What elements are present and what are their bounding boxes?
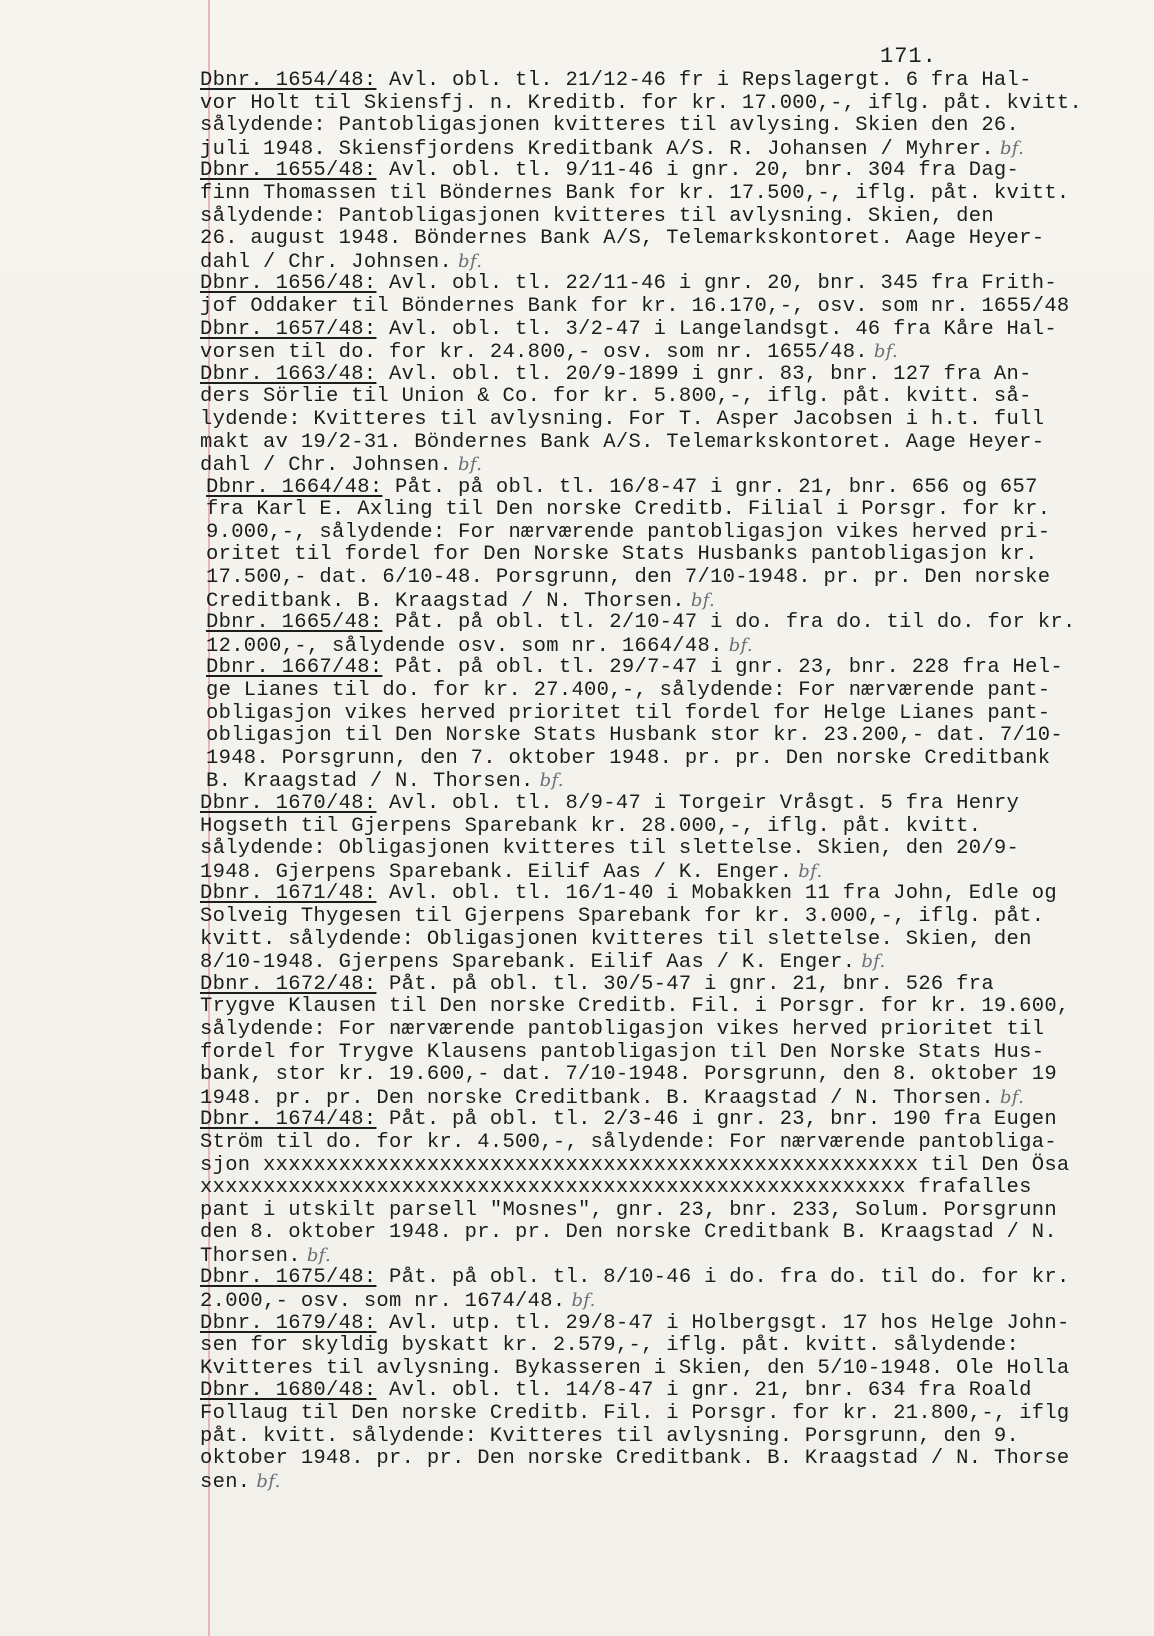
entry-line <box>200 838 1130 861</box>
ledger-entry <box>200 70 1130 160</box>
entry-text: oritet til fordel for Den Norske Stats Husbanks pantobligasjon kr. <box>206 543 1038 567</box>
entry-text: Påt. på obl. tl. 2/3-46 i gnr. 23, bnr. 190 fra Eugen <box>376 1108 1057 1132</box>
entry-number: Dbnr. 1680/48: <box>200 1379 377 1403</box>
entry-text: obligasjon vikes herved prioritet til fordel for Helge Lianes pant- <box>206 701 1051 725</box>
entry-line <box>206 725 1130 748</box>
entry-line <box>206 680 1130 703</box>
entry-number: Dbnr. 1655/48: <box>200 159 377 183</box>
handwritten-initials: bf. <box>999 137 1025 159</box>
entry-text: sen for skyldig byskatt kr. 2.579,-, iflg. påt. kvitt. sålydende: <box>200 1334 1020 1358</box>
entry-text: ge Lianes til do. for kr. 27.400,-, sålydende: For nærværende pant- <box>206 679 1051 703</box>
entry-number: Dbnr. 1674/48: <box>200 1108 377 1132</box>
entry-line <box>200 138 1130 161</box>
entry-line <box>200 409 1130 432</box>
entry-number: Dbnr. 1663/48: <box>200 362 377 386</box>
entry-line <box>200 1426 1130 1449</box>
entry-number: Dbnr. 1664/48: <box>206 475 383 499</box>
entry-line <box>200 1042 1130 1065</box>
entry-line <box>200 251 1130 274</box>
entry-line <box>200 1109 1130 1132</box>
entries-list <box>200 70 1130 1493</box>
entry-number: Dbnr. 1671/48: <box>200 882 377 906</box>
entry-line <box>200 793 1130 816</box>
ledger-entry <box>200 1380 1130 1493</box>
entry-number: Dbnr. 1654/48: <box>200 69 377 92</box>
entry-line <box>200 1177 1130 1200</box>
entry-text: 26. august 1948. Böndernes Bank A/S, Telemarkskontoret. Aage Heyer- <box>200 227 1045 251</box>
entry-text: xxxxxxxxxxxxxxxxxxxxxxxxxxxxxxxxxxxxxxxxxxxxxxxxxxxxxxxx frafalles <box>200 1176 1032 1200</box>
entry-line <box>200 93 1130 116</box>
entry-text: Påt. på obl. tl. 30/5-47 i gnr. 21, bnr. 526 fra <box>376 972 994 996</box>
entry-line <box>206 567 1130 590</box>
ledger-entry <box>200 1267 1130 1312</box>
entry-text: Avl. obl. tl. 3/2-47 i Langelandsgt. 46 fra Kåre Hal- <box>376 317 1057 341</box>
entry-line <box>200 1087 1130 1110</box>
entry-number: Dbnr. 1656/48: <box>200 272 377 296</box>
entry-line <box>200 1132 1130 1155</box>
ledger-entry <box>206 657 1130 793</box>
entry-text: 8/10-1948. Gjerpens Sparebank. Eilif Aas / K. Enger. <box>200 951 856 975</box>
entry-line <box>200 296 1130 319</box>
entry-text: sen. <box>200 1470 251 1494</box>
entry-text: vor Holt til Skiensfj. n. Kreditb. for kr. 17.000,-, iflg. påt. kvitt. <box>200 91 1083 115</box>
entry-line <box>206 635 1130 658</box>
entry-text: Trygve Klausen til Den norske Creditb. Fil. i Porsgr. for kr. 19.600, <box>200 995 1070 1019</box>
ledger-entry <box>200 793 1130 883</box>
entry-line <box>206 499 1130 522</box>
entry-text: 17.500,- dat. 6/10-48. Porsgrunn, den 7/10-1948. pr. pr. Den norske <box>206 566 1051 590</box>
entry-text: 9.000,-, sålydende: For nærværende pantobligasjon vikes herved pri- <box>206 520 1051 544</box>
entry-line <box>200 206 1130 229</box>
entry-text: 1948. Gjerpens Sparebank. Eilif Aas / K. Enger. <box>200 860 793 884</box>
entry-line <box>200 1335 1130 1358</box>
entry-text: 1948. Porsgrunn, den 7. oktober 1948. pr. pr. Den norske Creditbank <box>206 746 1051 770</box>
entry-line <box>200 432 1130 455</box>
entry-text: bank, stor kr. 19.600,- dat. 7/10-1948. Porsgrunn, den 8. oktober 19 <box>200 1063 1057 1087</box>
entry-line <box>200 160 1130 183</box>
entry-text: Solveig Thygesen til Gjerpens Sparebank for kr. 3.000,-, iflg. påt. <box>200 904 1045 928</box>
entry-text: Avl. obl. tl. 21/12-46 fr i Repslagergt. 6 fra Hal- <box>376 69 1032 92</box>
entry-line <box>200 1313 1130 1336</box>
entry-text: 2.000,- osv. som nr. 1674/48. <box>200 1290 566 1314</box>
entry-line <box>200 1290 1130 1313</box>
entry-line <box>200 1267 1130 1290</box>
entry-text: Avl. obl. tl. 8/9-47 i Torgeir Vråsgt. 5 fra Henry <box>376 792 1020 815</box>
entry-text: Ström til do. for kr. 4.500,-, sålydende: For nærværende pantobliga- <box>200 1130 1057 1154</box>
entry-text: juli 1948. Skiensfjordens Kreditbank A/S. R. Johansen / Myhrer. <box>200 137 994 161</box>
entry-number: Dbnr. 1672/48: <box>200 972 377 996</box>
entry-line <box>200 228 1130 251</box>
entry-text: Avl. obl. tl. 16/1-40 i Mobakken 11 fra John, Edle og <box>376 882 1057 906</box>
entry-text: jof Oddaker til Böndernes Bank for kr. 16.170,-, osv. som nr. 1655/48 <box>200 294 1070 318</box>
ledger-entry <box>206 477 1130 613</box>
entry-line <box>200 1380 1130 1403</box>
entry-line <box>206 544 1130 567</box>
entry-text: finn Thomassen til Böndernes Bank for kr. 17.500,-, iflg. påt. kvitt. <box>200 181 1070 205</box>
entry-line <box>200 996 1130 1019</box>
entry-text: Thorsen. <box>200 1244 301 1268</box>
entry-text: Påt. på obl. tl. 8/10-46 i do. fra do. til do. for kr. <box>376 1266 1070 1290</box>
entry-text: makt av 19/2-31. Böndernes Bank A/S. Telemarkskontoret. Aage Heyer- <box>200 430 1045 454</box>
entry-line <box>200 861 1130 884</box>
entry-text: ders Sörlie til Union & Co. for kr. 5.800,-, iflg. påt. kvitt. så- <box>200 385 1032 409</box>
ledger-entry <box>200 1313 1130 1381</box>
entry-text: sålydende: Pantobligasjonen kvitteres til avlysing. Skien den 26. <box>200 114 1020 138</box>
entry-number: Dbnr. 1679/48: <box>200 1311 377 1335</box>
entry-number: Dbnr. 1670/48: <box>200 792 377 815</box>
entry-text: Hogseth til Gjerpens Sparebank kr. 28.000,-, iflg. påt. kvitt. <box>200 814 982 838</box>
entry-text: vorsen til do. for kr. 24.800,- osv. som nr. 1655/48. <box>200 341 868 365</box>
entry-line <box>200 951 1130 974</box>
entry-text: Kvitteres til avlysning. Bykasseren i Skien, den 5/10-1948. Ole Holla <box>200 1356 1070 1380</box>
entry-text: Avl. obl. tl. 20/9-1899 i gnr. 83, bnr. 127 fra An- <box>376 362 1032 386</box>
entry-text: sålydende: Pantobligasjonen kvitteres til avlysning. Skien, den <box>200 204 994 228</box>
entry-line <box>206 748 1130 771</box>
entry-line <box>200 1358 1130 1381</box>
ledger-entry <box>200 160 1130 273</box>
ledger-entry <box>200 273 1130 318</box>
entry-line <box>200 1245 1130 1268</box>
entry-line <box>206 522 1130 545</box>
entry-line <box>200 454 1130 477</box>
entry-text: B. Kraagstad / N. Thorsen. <box>206 770 534 794</box>
handwritten-initials: bf. <box>861 951 886 973</box>
entry-line <box>200 273 1130 296</box>
entry-line <box>200 1019 1130 1042</box>
entry-text: Påt. på obl. tl. 29/7-47 i gnr. 23, bnr. 228 fra Hel- <box>382 656 1063 680</box>
entry-line <box>206 657 1130 680</box>
page-number: 171. <box>880 44 937 69</box>
entry-line <box>200 1471 1130 1494</box>
entry-text: Avl. obl. tl. 9/11-46 i gnr. 20, bnr. 304 fra Dag- <box>376 159 1020 183</box>
entry-line <box>200 974 1130 997</box>
ledger-entry <box>200 319 1130 364</box>
entry-line <box>200 319 1130 342</box>
entry-line <box>206 770 1130 793</box>
entry-line <box>200 364 1130 387</box>
entry-line <box>200 816 1130 839</box>
handwritten-initials: bf. <box>571 1290 596 1312</box>
entry-number: Dbnr. 1657/48: <box>200 317 377 341</box>
entry-line <box>200 1155 1130 1178</box>
entry-number: Dbnr. 1667/48: <box>206 656 383 680</box>
entry-line <box>206 612 1130 635</box>
entry-line <box>206 590 1130 613</box>
entry-text: dahl / Chr. Johnsen. <box>200 250 453 274</box>
entry-text: 1948. pr. pr. Den norske Creditbank. B. Kraagstad / N. Thorsen. <box>200 1086 994 1110</box>
entry-line <box>200 341 1130 364</box>
entry-line <box>200 1403 1130 1426</box>
entry-line <box>200 1200 1130 1223</box>
entry-text: den 8. oktober 1948. pr. pr. Den norske Creditbank B. Kraagstad / N. <box>200 1221 1057 1245</box>
entry-text: sålydende: For nærværende pantobligasjon vikes herved prioritet til <box>200 1017 1045 1041</box>
entry-line <box>200 1448 1130 1471</box>
entry-text: Avl. utp. tl. 29/8-47 i Holbergsgt. 17 hos Helge John- <box>376 1311 1070 1335</box>
entry-text: fra Karl E. Axling til Den norske Creditb. Filial i Porsgr. for kr. <box>206 498 1051 522</box>
entry-text: Avl. obl. tl. 14/8-47 i gnr. 21, bnr. 634 fra Roald <box>376 1379 1032 1403</box>
entry-line <box>200 70 1130 93</box>
entry-text: påt. kvitt. sålydende: Kvitteres til avlysning. Porsgrunn, den 9. <box>200 1424 1020 1448</box>
handwritten-initials: bf. <box>256 1470 281 1492</box>
entry-text: fordel for Trygve Klausens pantobligasjon til Den Norske Stats Hus- <box>200 1040 1045 1064</box>
handwritten-initials: bf. <box>873 341 899 363</box>
entry-text: 12.000,-, sålydende osv. som nr. 1664/48. <box>206 634 723 658</box>
entry-text: sjon xxxxxxxxxxxxxxxxxxxxxxxxxxxxxxxxxxxxxxxxxxxxxxxxxxxx til Den Ösa <box>200 1153 1070 1177</box>
handwritten-initials: bf. <box>690 589 716 611</box>
entry-line <box>200 906 1130 929</box>
handwritten-initials: bf. <box>458 250 483 272</box>
entry-line <box>206 477 1130 500</box>
entry-text: sålydende: Obligasjonen kvitteres til slettelse. Skien, den 20/9- <box>200 837 1020 861</box>
entry-text: kvitt. sålydende: Obligasjonen kvitteres til slettelse. Skien, den <box>200 927 1032 951</box>
entry-number: Dbnr. 1665/48: <box>206 611 383 635</box>
entry-line <box>206 703 1130 726</box>
entry-text: Creditbank. B. Kraagstad / N. Thorsen. <box>206 589 685 613</box>
entry-text: pant i utskilt parsell "Mosnes", gnr. 23, bnr. 233, Solum. Porsgrunn <box>200 1198 1057 1222</box>
entry-text: dahl / Chr. Johnsen. <box>200 454 453 478</box>
handwritten-initials: bf. <box>306 1244 331 1266</box>
ledger-entry <box>206 612 1130 657</box>
entry-line <box>200 386 1130 409</box>
entry-line <box>200 115 1130 138</box>
entry-line <box>200 883 1130 906</box>
handwritten-initials: bf. <box>999 1086 1025 1108</box>
handwritten-initials: bf. <box>728 634 753 656</box>
entry-text: Påt. på obl. tl. 2/10-47 i do. fra do. til do. for kr. <box>382 611 1076 635</box>
handwritten-initials: bf. <box>798 860 823 882</box>
entry-line <box>200 1064 1130 1087</box>
ledger-entry <box>200 974 1130 1110</box>
entry-line <box>200 929 1130 952</box>
entry-text: Avl. obl. tl. 22/11-46 i gnr. 20, bnr. 345 fra Frith- <box>376 272 1057 296</box>
handwritten-initials: bf. <box>539 770 564 792</box>
ledger-entry <box>200 883 1130 973</box>
entry-line <box>200 1222 1130 1245</box>
entry-text: obligasjon til Den Norske Stats Husbank stor kr. 23.200,- dat. 7/10- <box>206 724 1063 748</box>
entry-text: oktober 1948. pr. pr. Den norske Creditbank. B. Kraagstad / N. Thorse <box>200 1447 1070 1471</box>
entry-text: lydende: Kvitteres til avlysning. For T. Asper Jacobsen i h.t. full <box>200 407 1045 431</box>
entry-text: Påt. på obl. tl. 16/8-47 i gnr. 21, bnr. 656 og 657 <box>382 475 1038 499</box>
handwritten-initials: bf. <box>458 454 483 476</box>
ledger-entry <box>200 364 1130 477</box>
entry-line <box>200 183 1130 206</box>
ledger-entry <box>200 1109 1130 1267</box>
entry-text: Follaug til Den norske Creditb. Fil. i Porsgr. for kr. 21.800,-, iflg <box>200 1402 1070 1426</box>
entry-number: Dbnr. 1675/48: <box>200 1266 377 1290</box>
